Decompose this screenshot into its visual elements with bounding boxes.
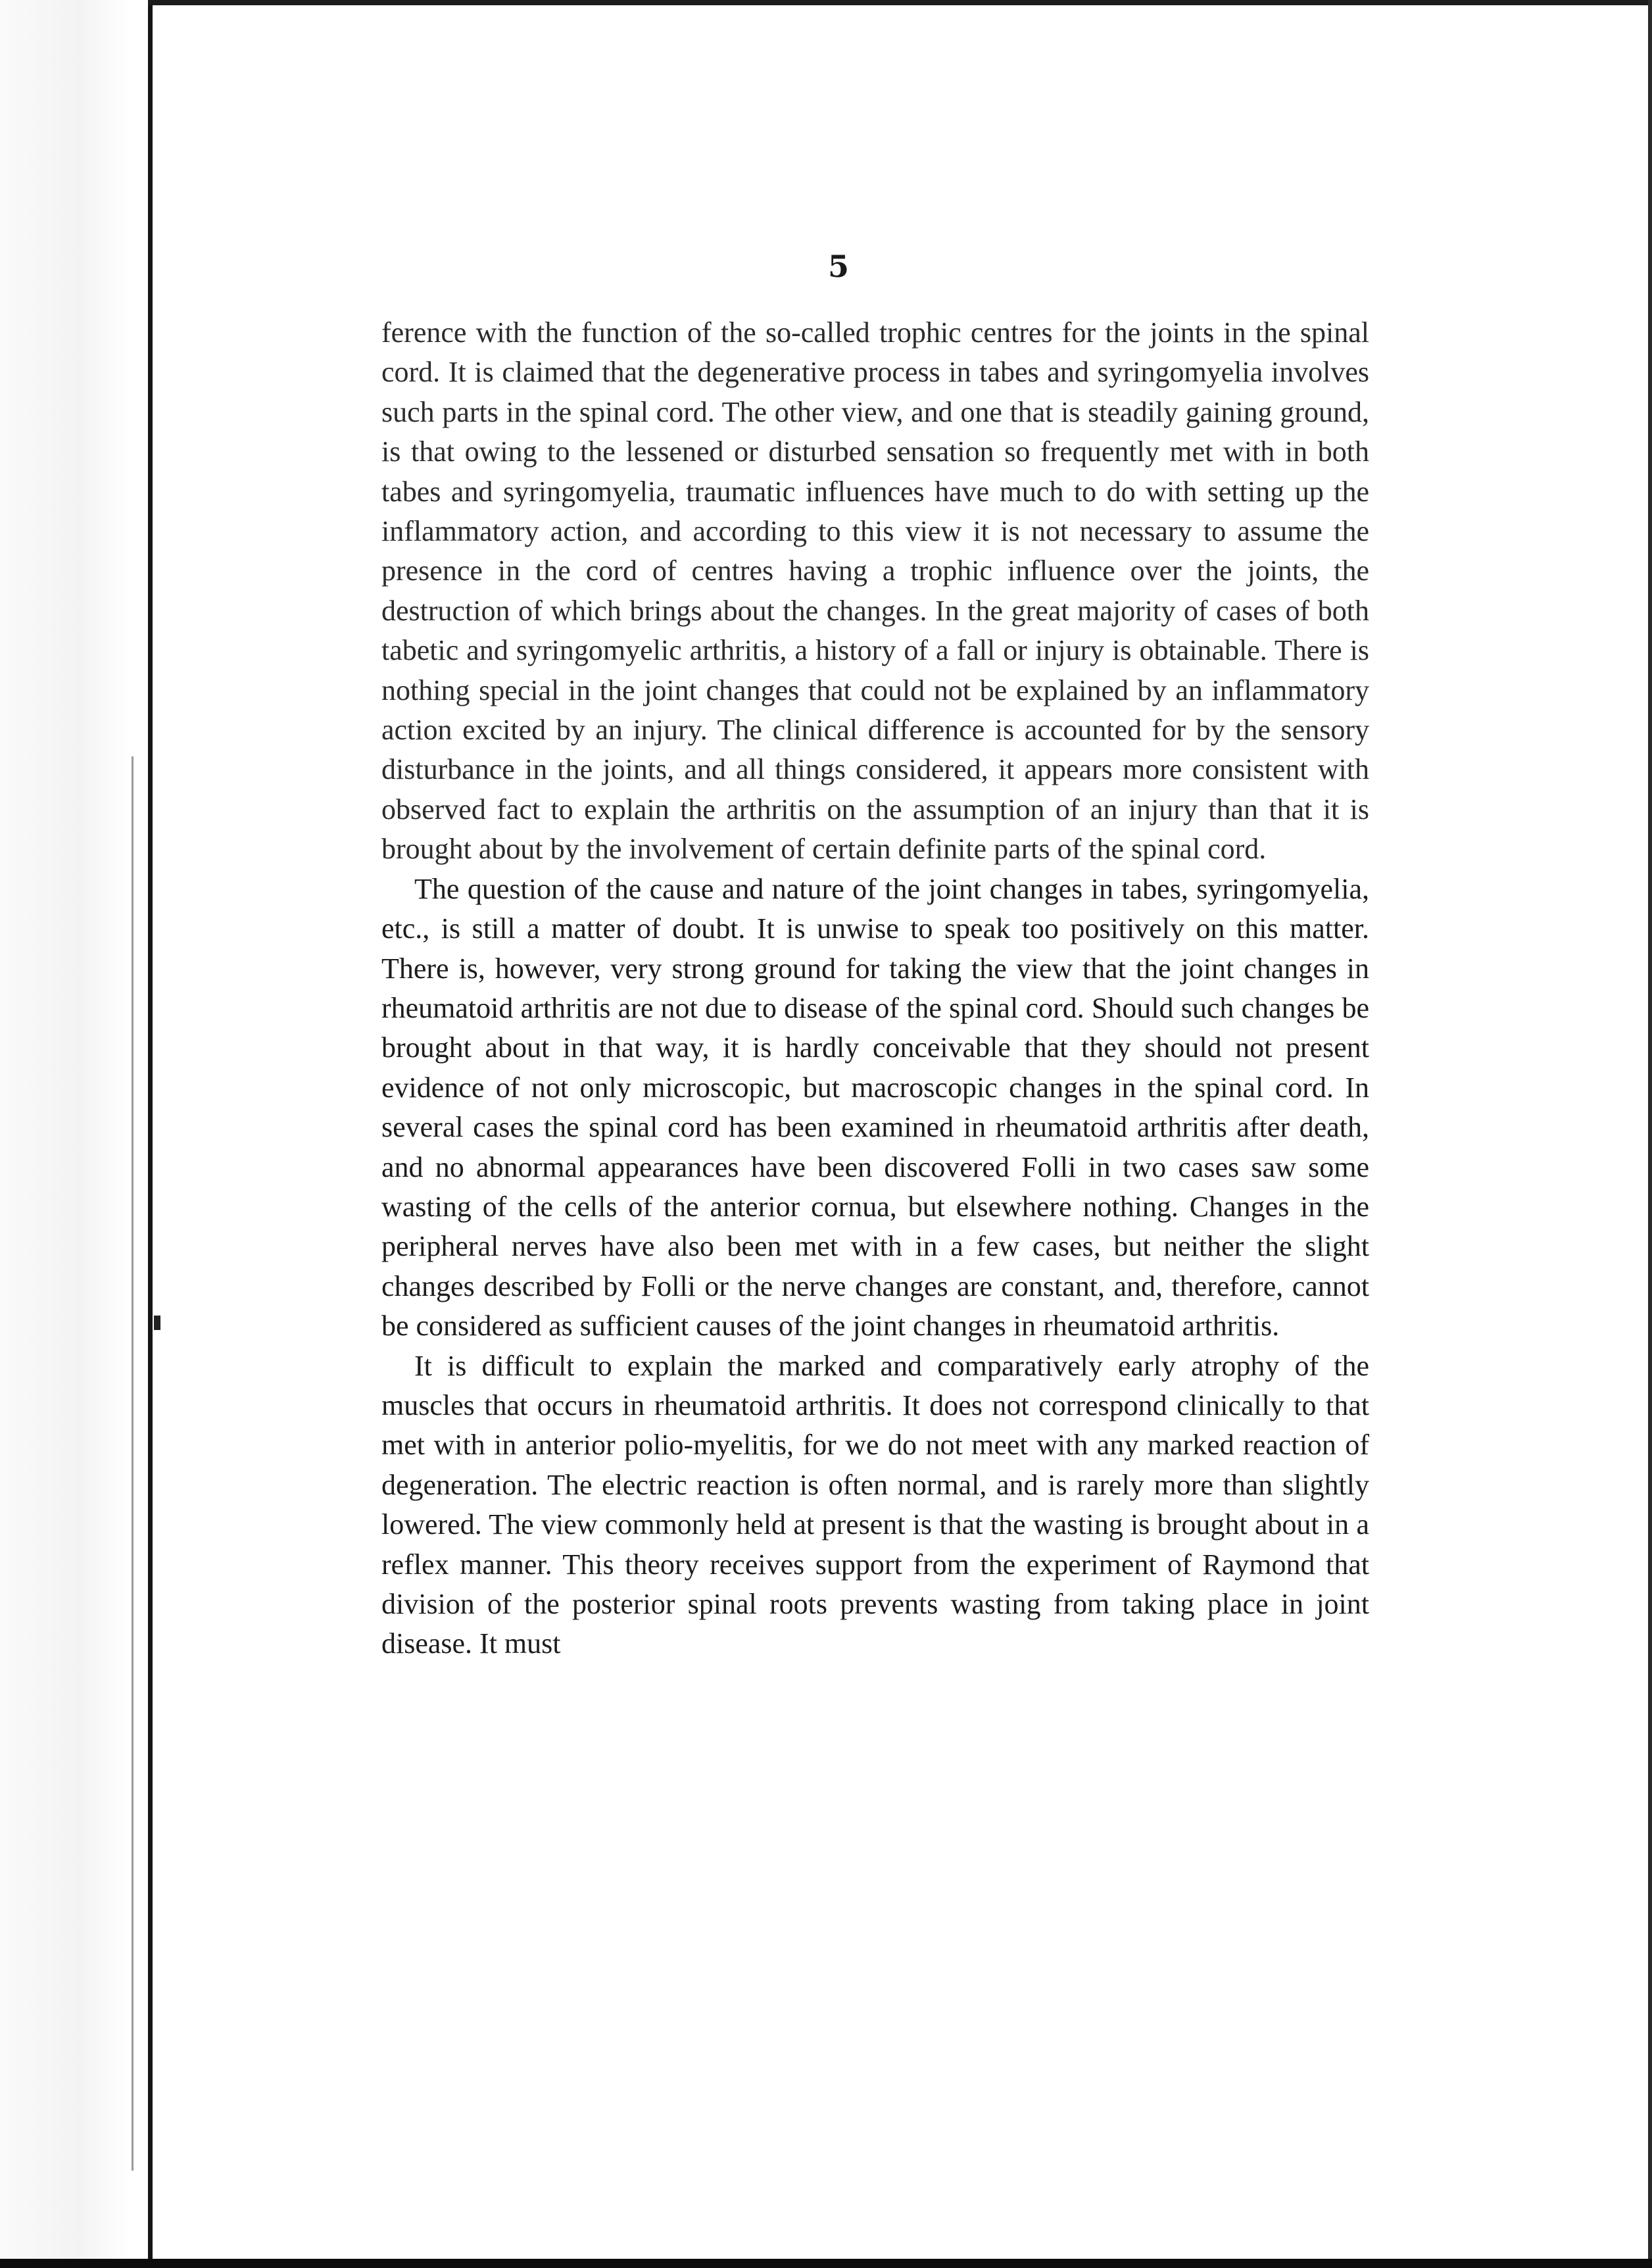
body-text <box>381 313 1369 1664</box>
page-number: 5 <box>827 249 849 284</box>
paragraph-continued: ference with the function of the so-called trophic centres for the joints in the spinal cord. It is claimed that the degenerative process in tabes and syringomyelia involves such parts in the spinal cord. The other view, and one that is steadily gaining ground, is that owing to the lessened or disturbed sensation so frequently met with in both tabes and syringomyelia, traumatic influences have much to do with setting up the inflammatory action, and according to this view it is not necessary to assume the presence in the cord of centres having a trophic influence over the joints, the destruction of which brings about the changes. In the great majority of cases of both tabetic and syringomyelic arthritis, a history of a fall or injury is obtainable. There is nothing special in the joint changes that could not be explained by an inflammatory action excited by an injury. The clinical difference is accounted for by the sensory disturbance in the joints, and all things considered, it appears more consistent with observed fact to explain the arthritis on the assumption of an injury than that it is brought about by the involvement of certain definite parts of the spinal cord. <box>381 316 1369 866</box>
paragraph-muscle-atrophy: It is difficult to explain the marked and comparatively early atrophy of the muscles that occurs in rheumatoid arthritis. It does not correspond clinically to that met with in anterior polio-myelitis, for we do not meet with any marked reaction of degeneration. The electric reaction is often normal, and is rarely more than slightly lowered. The view commonly held at present is that the wasting is brought about in a reflex manner. This theory receives support from the experiment of Raymond that division of the posterior spinal roots prevents wasting from taking place in joint disease. It must <box>381 1349 1369 1660</box>
paragraph-joint-changes: The question of the cause and nature of the joint changes in tabes, syringomyelia, etc., is still a matter of doubt. It is unwise to speak too positively on this matter. There is, however, very strong ground for taking the view that the joint changes in rheumatoid arthritis are not due to disease of the spinal cord. Should such changes be brought about in that way, it is hardly conceivable that they should not present evidence of not only microscopic, but macroscopic changes in the spinal cord. In several cases the spinal cord has been examined in rheumatoid arthritis after death, and no abnormal appearances have been discovered Folli in two cases saw some wasting of the cells of the anterior cornua, but elsewhere nothing. Changes in the peripheral nerves have also been met with in a few cases, but neither the slight changes described by Folli or the nerve changes are constant, and, therefore, cannot be considered as sufficient causes of the joint changes in rheumatoid arthritis. <box>381 872 1369 1343</box>
